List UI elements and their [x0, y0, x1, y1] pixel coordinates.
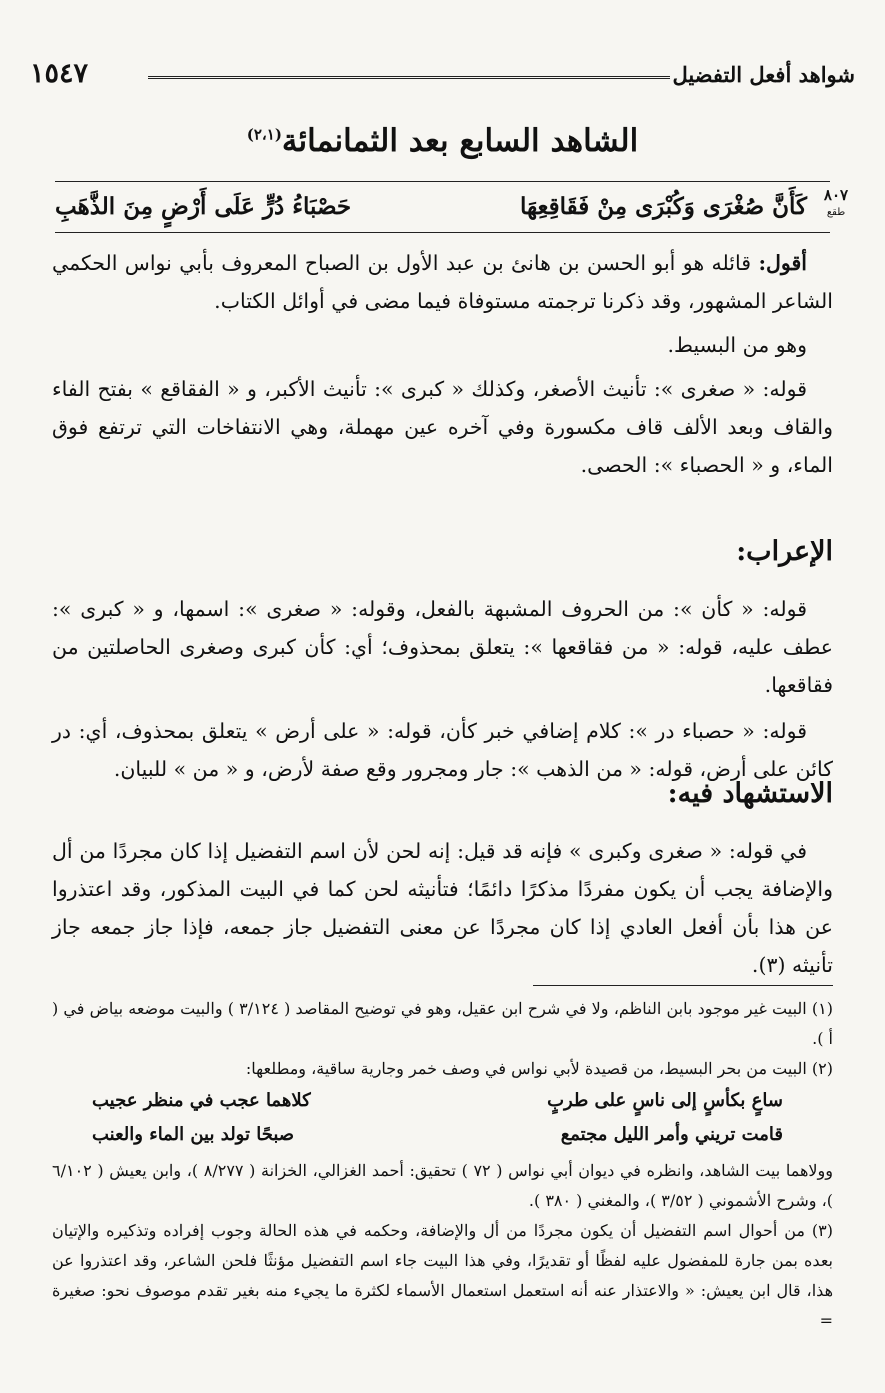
- intro-paragraph-2: وهو من البسيط.: [667, 333, 807, 357]
- running-title: شواهد أفعل التفضيل: [672, 62, 855, 87]
- poem-line: [52, 1086, 833, 1120]
- verse-top-rule: [55, 181, 830, 182]
- istishhad-section: [52, 832, 833, 992]
- verse-hemistich-2: حَصْبَاءُ دُرٍّ عَلَى أَرْضٍ مِنَ الذَّهَبِ: [55, 193, 352, 220]
- poem-hemistich-b: صبحًا تولد بين الماء والعنب: [92, 1124, 295, 1145]
- intro-paragraph-3: قوله: « صغرى »: تأنيث الأصغر، وكذلك « كبرى »: تأنيث الأكبر، و « الفقاقع » بفتح الفاء والقاف وبعد الألف قاف مكسورة وفي آخره عين مهملة، وهي الانتفاخات التي ترتفع فوق الماء، و « الحصباء »: الحصى.: [52, 377, 833, 477]
- footnote-rule: [533, 985, 833, 986]
- footnote-2: (٢) البيت من بحر البسيط، من قصيدة لأبي نواس في وصف خمر وجارية ساقية، ومطلعها:: [245, 1059, 833, 1078]
- title-text: الشاهد السابع بعد الثمانمائة: [281, 123, 639, 159]
- verse-hemistich-1: كَأَنَّ صُغْرَى وَكُبْرَى مِنْ فَقَاقِعِهَا: [519, 193, 807, 220]
- footnotes: [52, 994, 833, 1336]
- title-note-marker: (٢،١): [246, 125, 282, 144]
- irab-paragraph-2: قوله: « حصباء در »: كلام إضافي خبر كأن، قوله: « على أرض » يتعلق بمحذوف، أي: در كائن على أرض، قوله: « من الذهب »: جار ومجرور وقع صفة لأرض، و « من » للبيان.: [52, 719, 833, 781]
- footnote-poem: [52, 1086, 833, 1154]
- footnote-1: (١) البيت غير موجود بابن الناظم، ولا في شرح ابن عقيل، وهو في توضيح المقاصد ( ٣/١٢٤ ) والبيت موضعه بياض في ( أ ).: [52, 999, 834, 1048]
- istishhad-heading: الاستشهاد فيه:: [667, 778, 833, 809]
- intro-paragraph-1: [52, 244, 833, 320]
- verse-number-value: ٨٠٧: [823, 186, 849, 204]
- istishhad-paragraph-1: في قوله: « صغرى وكبرى » فإنه قد قيل: إنه لحن لأن اسم التفضيل إذا كان مجردًا من أل والإضافة يجب أن يكون مفردًا مذكرًا دائمًا؛ فتأنيثه لحن كما في البيت المذكور، وقد اعتذروا عن هذا بأن أفعل العادي إذا كان مجردًا عن معنى التفضيل جاز جمعه، فإذا جاز جمعه جاز تأنيثه (٣).: [52, 839, 833, 977]
- footnote-2-continuation: وولاهما بيت الشاهد، وانظره في ديوان أبي نواس ( ٧٢ ) تحقيق: أحمد الغزالي، الخزانة ( ٨/٢٧٧ )، وابن يعيش ( ٦/١٠٢ )، وشرح الأشموني ( ٣/٥٢ )، والمغني ( ٣٨٠ ).: [52, 1161, 834, 1210]
- header-rule: [148, 76, 670, 82]
- page-title: [0, 123, 885, 159]
- irab-section: [52, 590, 833, 796]
- poem-hemistich-a: قامت تريني وأمر الليل مجتمع: [560, 1124, 783, 1145]
- intro-lead: أقول:: [758, 251, 807, 275]
- verse: [55, 187, 855, 231]
- irab-heading: الإعراب:: [736, 536, 833, 567]
- page-header: [30, 58, 855, 98]
- page-number: ١٥٤٧: [30, 58, 89, 89]
- intro-p1-text: قائله هو أبو الحسن بن هانئ بن عبد الأول بن الصباح المعروف بأبي نواس الحكمي الشاعر المشهور، وقد ذكرنا ترجمته مستوفاة فيما مضى في أوائل الكتاب.: [52, 251, 833, 313]
- intro-section: [52, 244, 833, 490]
- verse-meter-abbr: طقع: [826, 207, 846, 218]
- verse-bottom-rule: [55, 232, 830, 233]
- irab-paragraph-1: قوله: « كأن »: من الحروف المشبهة بالفعل، وقوله: « صغرى »: اسمها، و « كبرى »: عطف عليه، قوله: « من فقاقعها »: يتعلق بمحذوف؛ أي: كأن كبرى وصغرى الحاصلتين من فقاقعها.: [52, 597, 833, 697]
- verse-number: [817, 187, 855, 221]
- poem-hemistich-b: كلاهما عجب في منظر عجيب: [92, 1090, 311, 1111]
- poem-line: [52, 1120, 833, 1154]
- poem-hemistich-a: ساعٍ بكأسٍ إلى ناسٍ على طربٍ: [547, 1090, 783, 1111]
- footnote-3: (٣) من أحوال اسم التفضيل أن يكون مجردًا من أل والإضافة، وحكمه في هذه الحالة وجوب إفراده وتذكيره والإتيان بعده بمن جارة للمفضول عليه لفظًا أو تقديرًا، وفي هذا البيت جاء اسم التفضيل مؤنثًا فلحن الشاعر، وقد اعتذروا عن هذا، قال ابن يعيش: « والاعتذار عنه أنه استعمل استعمال الأسماء لكثرة ما يجيء منه بغير تقدم موصوف نحو: صغيرة =: [52, 1221, 834, 1330]
